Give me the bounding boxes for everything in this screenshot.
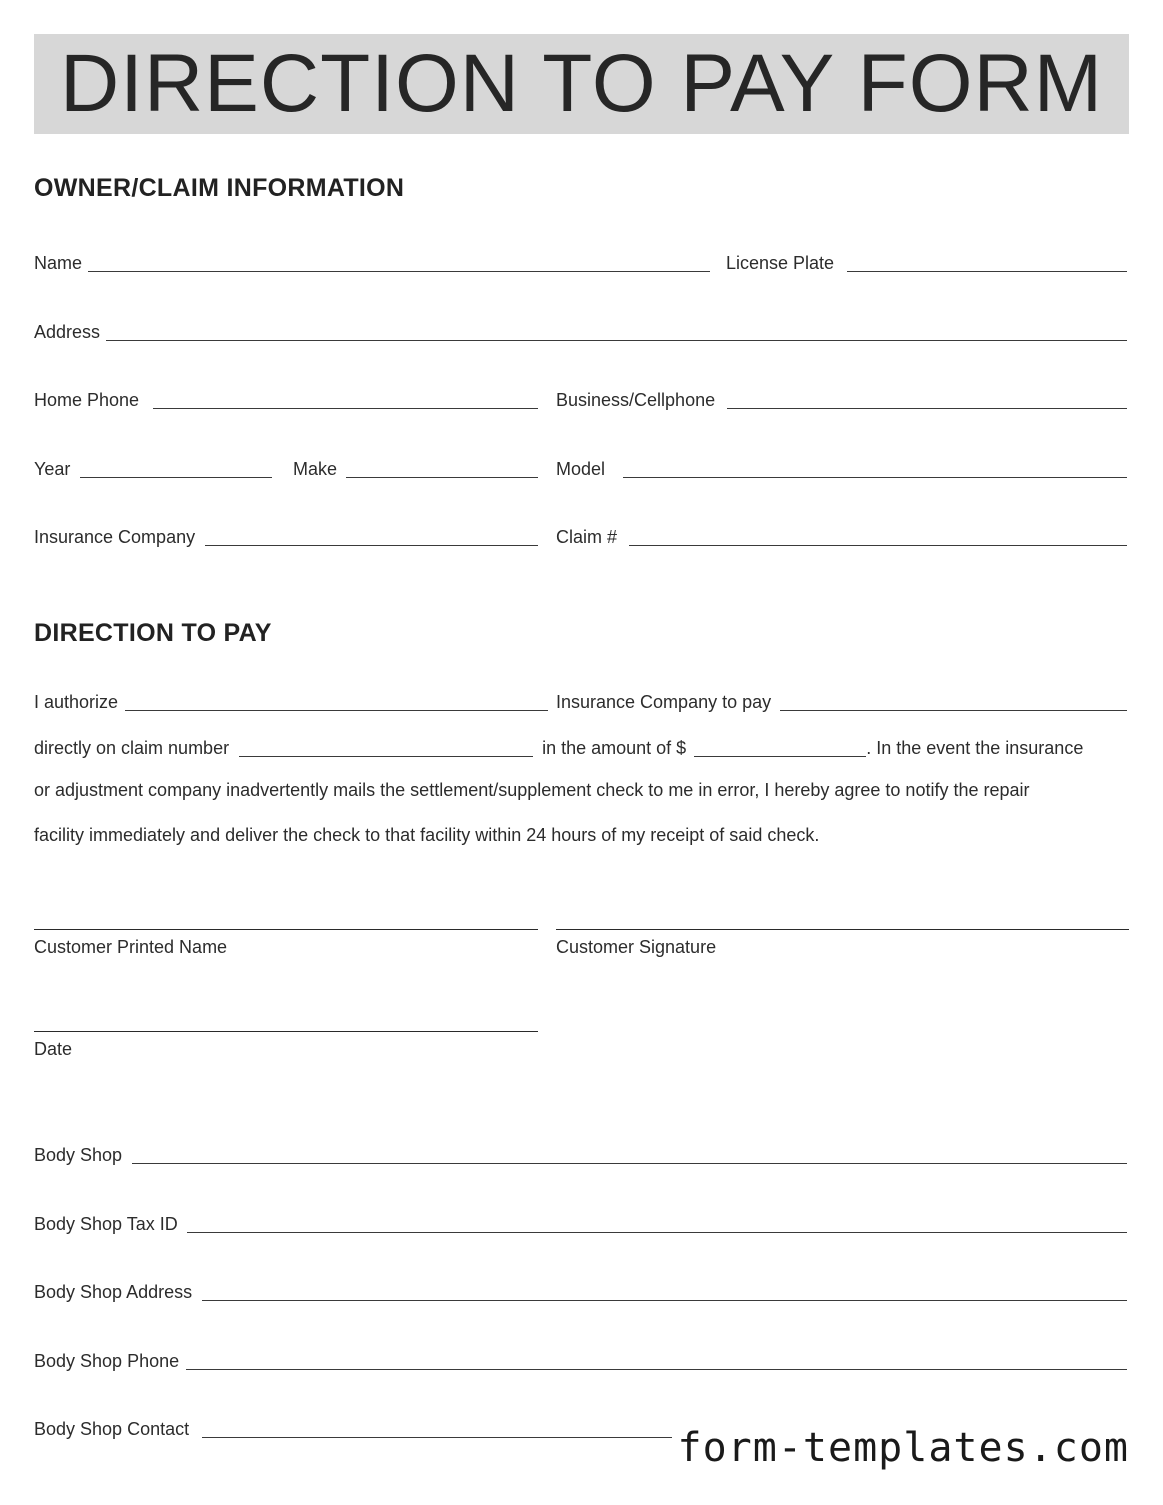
authorize-label: I authorize (34, 692, 119, 712)
body-shop-field[interactable] (132, 1143, 1127, 1164)
row-body-shop (34, 1136, 1127, 1166)
row-body-shop-tax-id (34, 1205, 1127, 1235)
body-shop-tax-id-field[interactable] (187, 1212, 1127, 1233)
model-field[interactable] (623, 457, 1127, 478)
body-shop-contact-label: Body Shop Contact (34, 1419, 190, 1439)
address-field[interactable] (106, 320, 1127, 341)
date-label: Date (34, 1039, 73, 1059)
row-phones (34, 381, 1127, 411)
form-title: DIRECTION TO PAY FORM (59, 38, 1104, 129)
agreement-text-line-4: facility immediately and deliver the check to that facility within 24 hours of my receipt of said check. (34, 825, 820, 845)
authorize-field[interactable] (125, 690, 548, 711)
date-line[interactable] (34, 1031, 538, 1032)
insurance-company-label: Insurance Company (34, 527, 196, 547)
row-name-plate (34, 244, 1127, 274)
year-field[interactable] (80, 457, 272, 478)
claim-number-text: directly on claim number (34, 738, 230, 758)
row-body-shop-address (34, 1273, 1127, 1303)
direction-heading: DIRECTION TO PAY (34, 619, 272, 647)
body-shop-phone-field[interactable] (186, 1349, 1127, 1370)
claim-number-field[interactable] (629, 525, 1127, 546)
form-title-bar (34, 34, 1129, 134)
agreement-text-line-3: or adjustment company inadvertently mails the settlement/supplement check to me in error, I hereby agree to notify the repair (34, 780, 1030, 800)
watermark-logo: form-templates.com (672, 1424, 1129, 1472)
row-vehicle (34, 450, 1127, 480)
row-authorize (34, 683, 1127, 713)
owner-claim-heading: OWNER/CLAIM INFORMATION (34, 174, 405, 202)
insurance-event-text: . In the event the insurance (866, 738, 1084, 758)
body-shop-phone-label: Body Shop Phone (34, 1351, 180, 1371)
company-to-pay-label: Insurance Company to pay (556, 692, 772, 712)
home-phone-label: Home Phone (34, 390, 140, 410)
printed-name-label: Customer Printed Name (34, 937, 228, 957)
name-label: Name (34, 253, 83, 273)
claim-number-label: Claim # (556, 527, 618, 547)
body-shop-tax-id-label: Body Shop Tax ID (34, 1214, 178, 1234)
business-cellphone-field[interactable] (727, 388, 1127, 409)
name-field[interactable] (88, 251, 710, 272)
make-field[interactable] (346, 457, 538, 478)
body-shop-address-label: Body Shop Address (34, 1282, 193, 1302)
body-shop-address-field[interactable] (202, 1280, 1127, 1301)
make-label: Make (293, 459, 338, 479)
row-body-shop-phone (34, 1342, 1127, 1372)
printed-name-line[interactable] (34, 929, 538, 930)
row-address (34, 313, 1127, 343)
signature-line[interactable] (556, 929, 1129, 930)
row-claim-amount (34, 729, 1127, 759)
license-plate-label: License Plate (726, 253, 835, 273)
insurance-company-field[interactable] (205, 525, 538, 546)
direction-claim-field[interactable] (239, 736, 533, 757)
address-label: Address (34, 322, 101, 342)
license-plate-field[interactable] (847, 251, 1127, 272)
amount-label: in the amount of $ (542, 738, 687, 758)
signature-label: Customer Signature (556, 937, 717, 957)
pay-to-field[interactable] (780, 690, 1127, 711)
row-insurance (34, 518, 1127, 548)
business-cellphone-label: Business/Cellphone (556, 390, 716, 410)
year-label: Year (34, 459, 71, 479)
body-shop-label: Body Shop (34, 1145, 123, 1165)
model-label: Model (556, 459, 606, 479)
home-phone-field[interactable] (153, 388, 538, 409)
amount-field[interactable] (694, 736, 866, 757)
